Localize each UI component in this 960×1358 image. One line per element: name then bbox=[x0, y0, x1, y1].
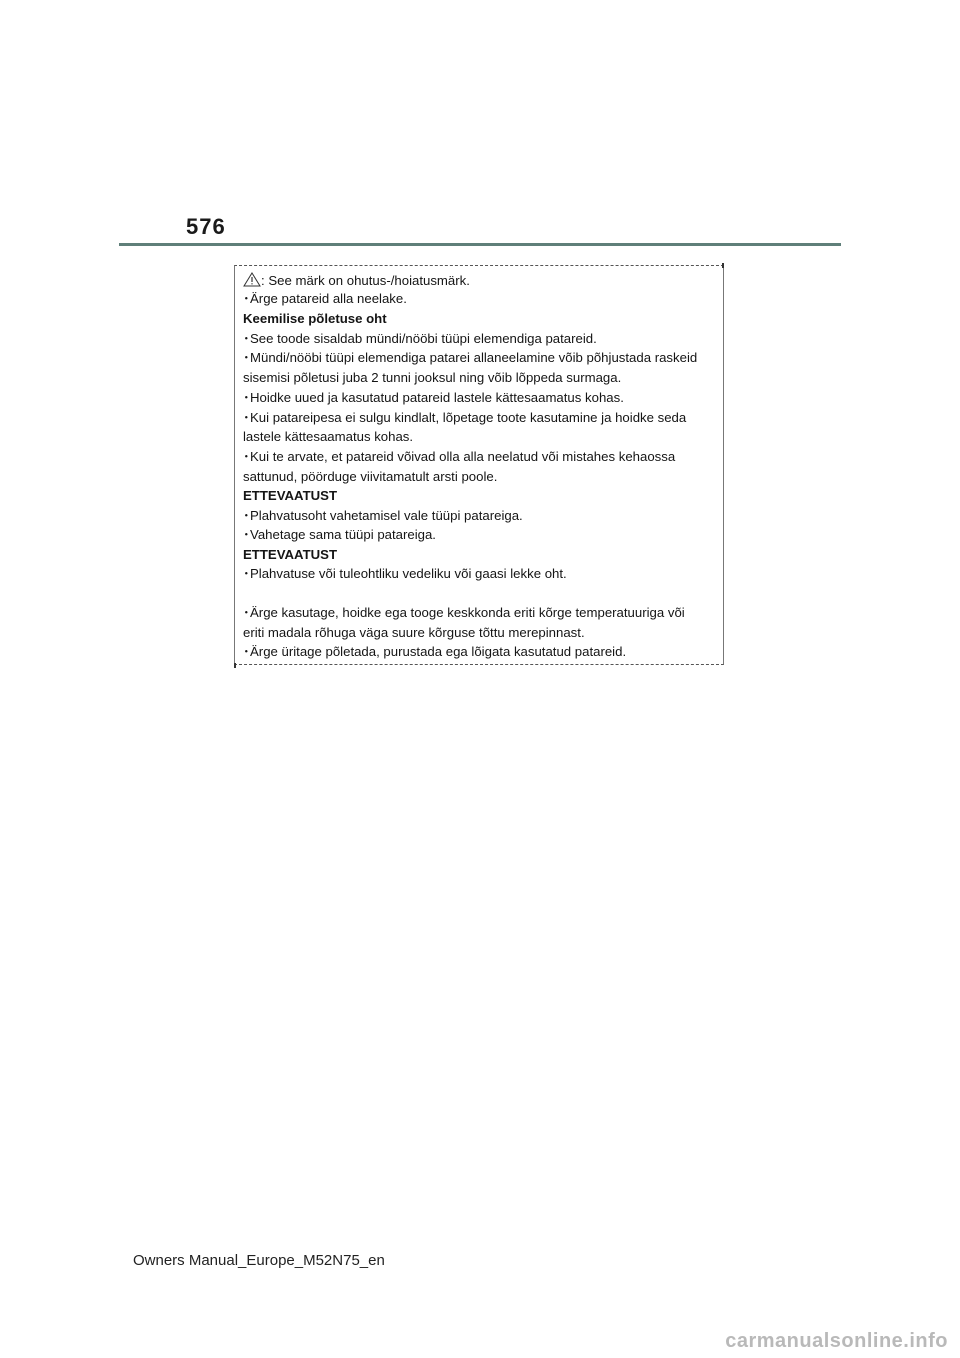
warning-line-text: Hoidke uued ja kasutatud patareid lastele kättesaamatus kohas. bbox=[250, 390, 624, 405]
warning-icon-caption: : See märk on ohutus-/hoiatusmärk. bbox=[261, 273, 470, 288]
warning-line-continued bbox=[243, 625, 585, 641]
warning-line bbox=[243, 508, 523, 524]
warning-line-text: Vahetage sama tüüpi patareiga. bbox=[250, 527, 436, 542]
warning-line bbox=[243, 390, 624, 406]
warning-line-continued bbox=[243, 429, 413, 445]
warning-line-text: Plahvatuse või tuleohtliku vedeliku või gaasi lekke oht. bbox=[250, 566, 567, 581]
warning-line-text: Ärge üritage põletada, purustada ega lõigata kasutatud patareid. bbox=[250, 644, 627, 659]
warning-line-text: Ärge patareid alla neelake. bbox=[250, 291, 407, 306]
bullet-mark: ･ bbox=[243, 291, 250, 306]
warning-heading bbox=[243, 547, 337, 563]
warning-line bbox=[243, 527, 436, 543]
warning-line bbox=[243, 566, 567, 582]
warning-line-text: Plahvatusoht vahetamisel vale tüüpi patareiga. bbox=[250, 508, 523, 523]
warning-heading-text: Keemilise põletuse oht bbox=[243, 311, 387, 326]
warning-line bbox=[243, 605, 685, 621]
warning-icon-caption-line bbox=[243, 272, 470, 289]
bullet-mark: ･ bbox=[243, 527, 250, 542]
bullet-mark: ･ bbox=[243, 410, 250, 425]
bullet-mark: ･ bbox=[243, 331, 250, 346]
warning-heading bbox=[243, 311, 387, 327]
warning-line bbox=[243, 449, 675, 465]
page-number: 576 bbox=[186, 214, 226, 239]
box-corner-tick-right bbox=[722, 263, 724, 268]
warning-line-text: eriti madala rõhuga väga suure kõrguse tõttu merepinnast. bbox=[243, 625, 585, 640]
bullet-mark: ･ bbox=[243, 644, 250, 659]
bullet-mark: ･ bbox=[243, 566, 250, 581]
warning-line-text: See toode sisaldab mündi/nööbi tüüpi elemendiga patareid. bbox=[250, 331, 597, 346]
bullet-mark: ･ bbox=[243, 449, 250, 464]
warning-line-text: sisemisi põletusi juba 2 tunni jooksul ning võib lõppeda surmaga. bbox=[243, 370, 622, 385]
bullet-mark: ･ bbox=[243, 605, 250, 620]
warning-line bbox=[243, 410, 686, 426]
bullet-mark: ･ bbox=[243, 390, 250, 405]
warning-line-text: Kui te arvate, et patareid võivad olla alla neelatud või mistahes kehaossa bbox=[250, 449, 676, 464]
warning-line bbox=[243, 291, 407, 307]
header-rule bbox=[119, 243, 841, 246]
warning-line bbox=[243, 644, 626, 660]
warning-line-text: sattunud, pöörduge viivitamatult arsti poole. bbox=[243, 469, 498, 484]
warning-line-continued bbox=[243, 370, 621, 386]
watermark: carmanualsonline.info bbox=[725, 1330, 948, 1352]
bullet-mark: ･ bbox=[243, 508, 250, 523]
warning-line-text: Mündi/nööbi tüüpi elemendiga patarei allaneelamine võib põhjustada raskeid bbox=[250, 350, 698, 365]
warning-line bbox=[243, 350, 697, 366]
warning-line-text: Kui patareipesa ei sulgu kindlalt, lõpetage toote kasutamine ja hoidke seda bbox=[250, 410, 687, 425]
warning-heading bbox=[243, 488, 337, 504]
warning-line-text: lastele kättesaamatus kohas. bbox=[243, 429, 414, 444]
warning-heading-text: ETTEVAATUST bbox=[243, 488, 338, 503]
warning-line bbox=[243, 331, 597, 347]
box-corner-tick-left bbox=[234, 663, 236, 668]
warning-line-text: Ärge kasutage, hoidke ega tooge keskkonda eriti kõrge temperatuuriga või bbox=[250, 605, 685, 620]
bullet-mark: ･ bbox=[243, 350, 250, 365]
warning-triangle-icon bbox=[243, 272, 261, 287]
warning-heading-text: ETTEVAATUST bbox=[243, 547, 338, 562]
warning-line-continued bbox=[243, 469, 497, 485]
footer-document-id: Owners Manual_Europe_M52N75_en bbox=[133, 1252, 385, 1269]
